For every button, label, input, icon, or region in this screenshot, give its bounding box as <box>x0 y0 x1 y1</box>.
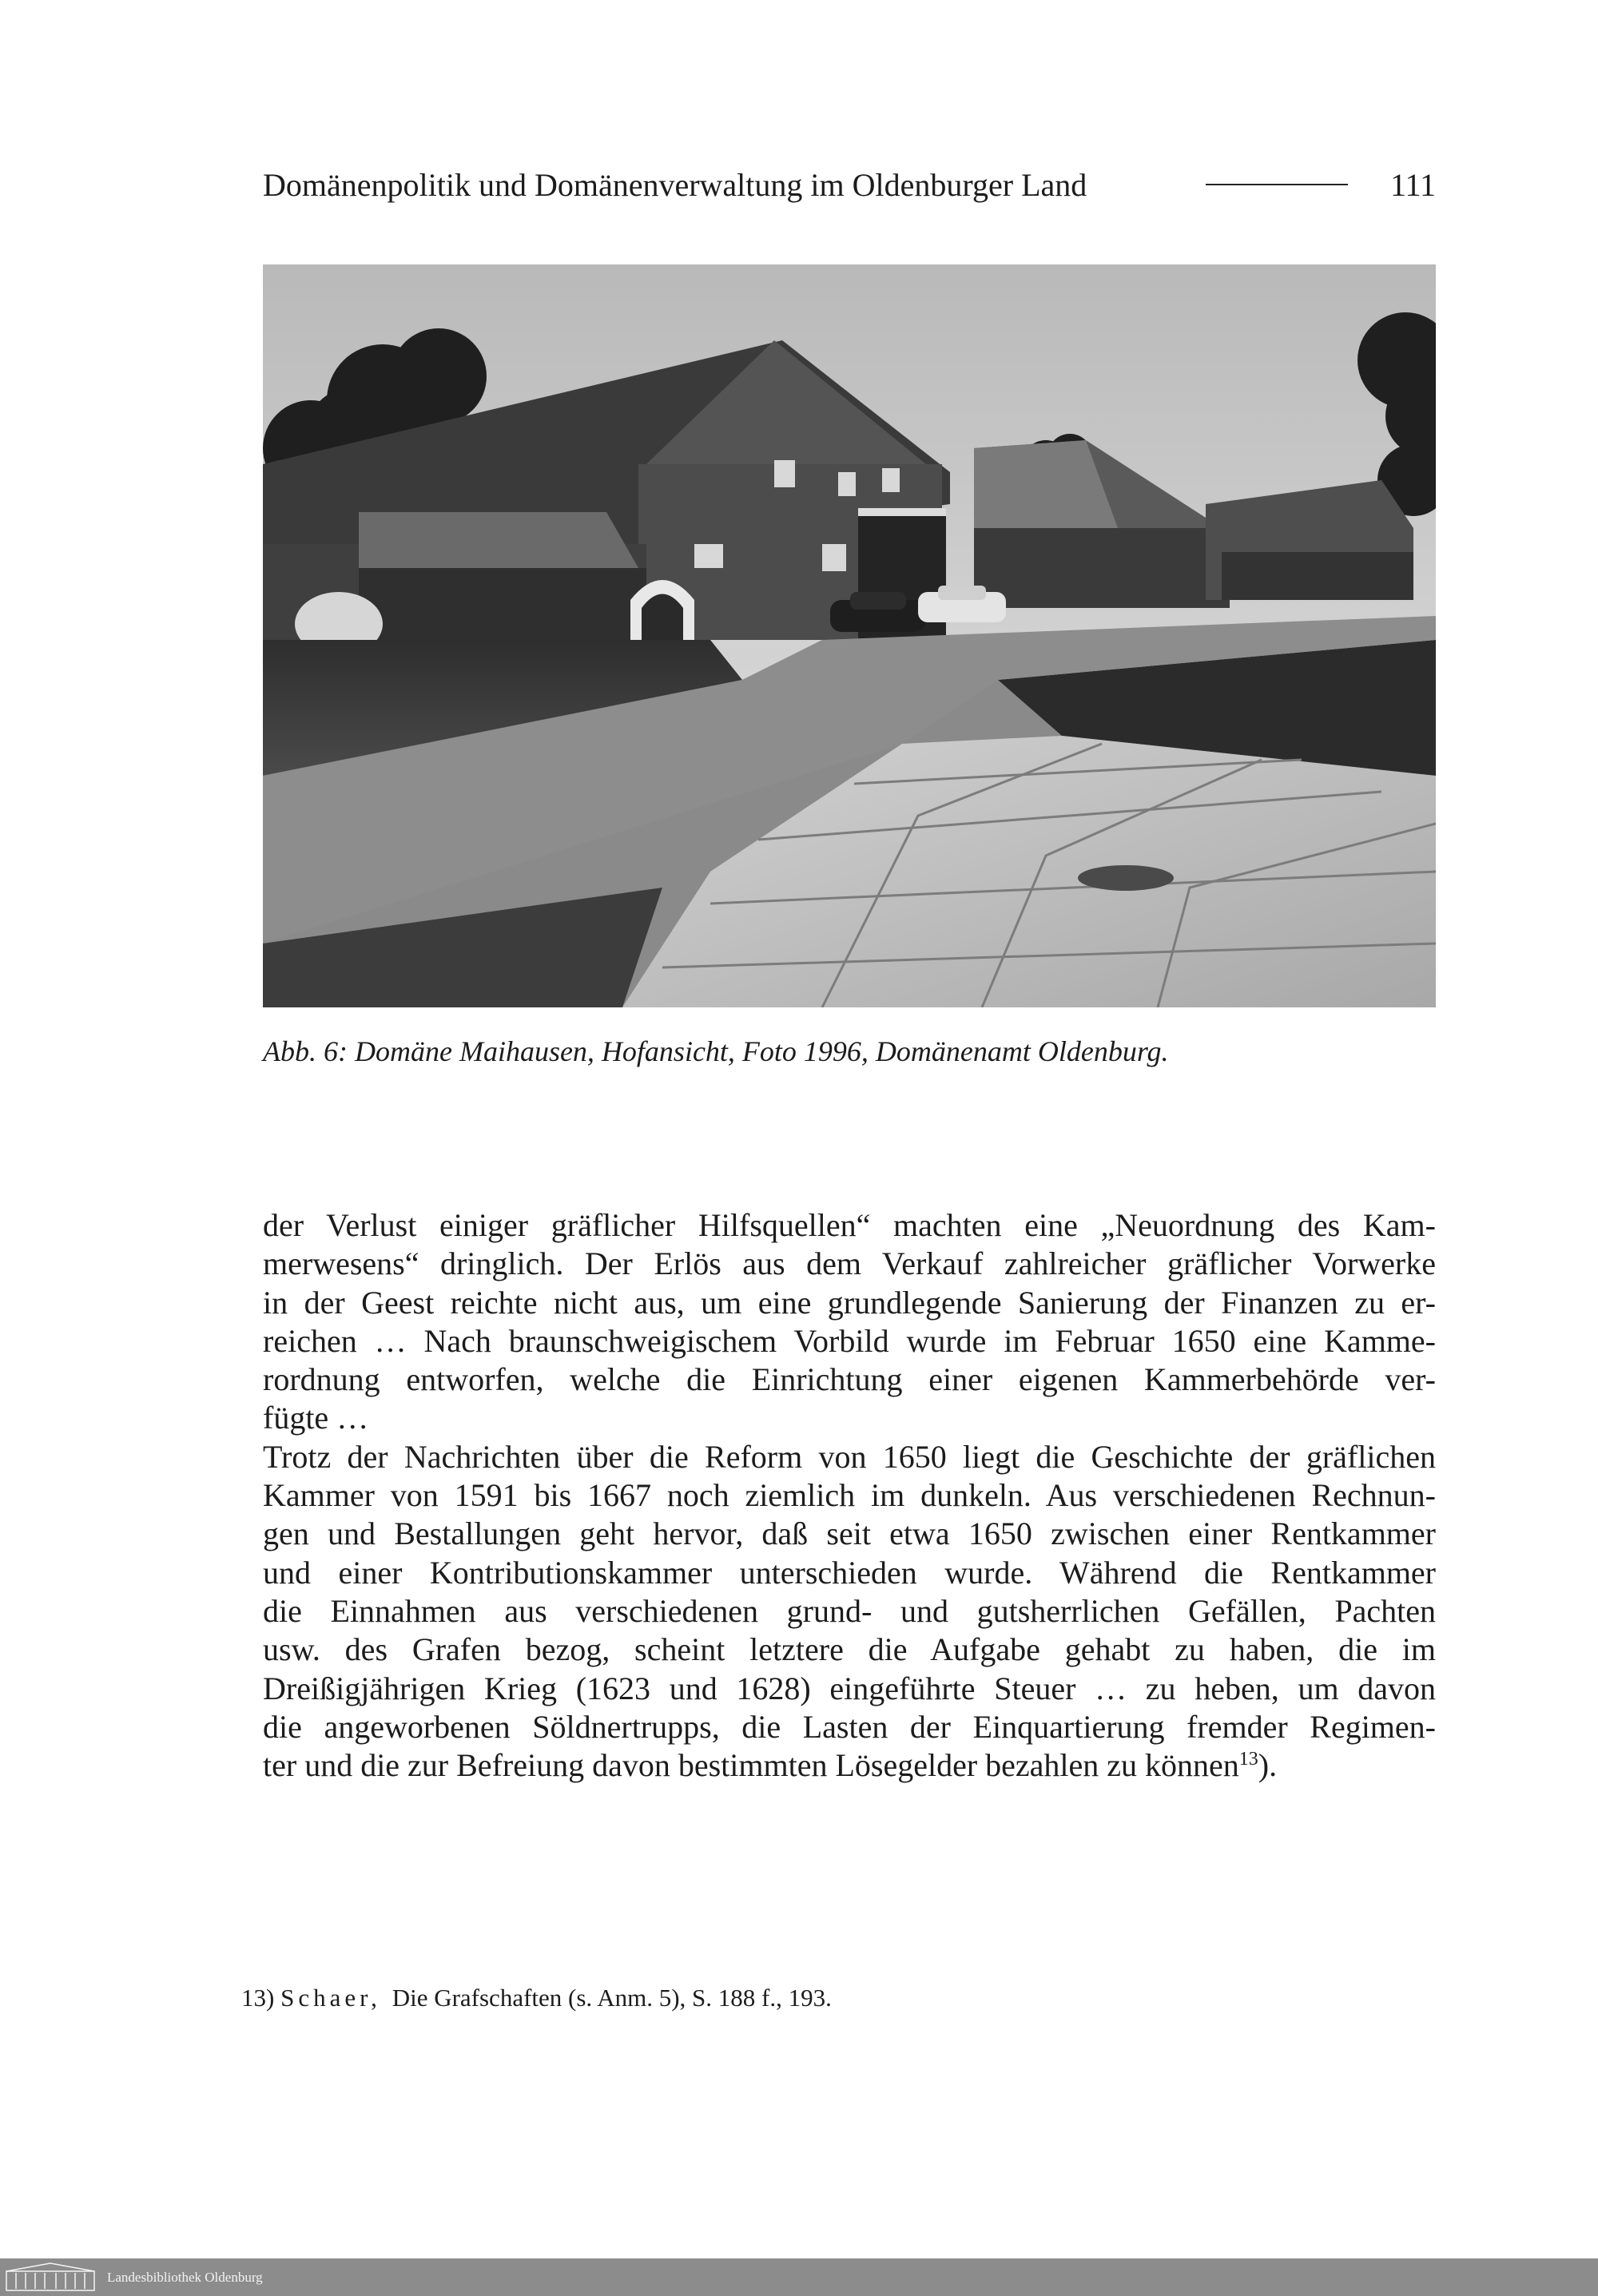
farm-courtyard-photo <box>263 264 1436 1007</box>
body-line: die Einnahmen aus verschiedenen grund- und gutsherrlichen Gefällen, Pachten <box>263 1592 1436 1629</box>
library-footer-bar <box>0 2258 1598 2296</box>
body-line: die angeworbenen Söldnertrupps, die Lasten der Einquartierung fremder Regimen- <box>263 1708 1436 1745</box>
body-last-line-text: ter und die zur Befreiung davon bestimmten Lösegelder bezahlen zu können <box>263 1747 1239 1784</box>
footnote-text: Die Grafschaften (s. Anm. 5), S. 188 f., 193. <box>392 1984 832 2012</box>
page-number: 111 <box>1389 167 1436 203</box>
body-line: reichen … Nach braunschweigischem Vorbild wurde im Februar 1650 eine Kamme- <box>263 1322 1436 1359</box>
library-building-icon <box>5 2262 96 2292</box>
body-line: der Verlust einiger gräflicher Hilfsquellen“ machten eine „Neuordnung des Kam- <box>263 1207 1436 1243</box>
body-line: gen und Bestallungen geht hervor, daß seit etwa 1650 zwischen einer Rentkammer <box>263 1515 1436 1552</box>
body-line: fügte … <box>263 1400 369 1436</box>
footnote-reference[interactable]: 13 <box>1238 1749 1258 1770</box>
body-text <box>263 1206 1436 1785</box>
body-line: Trotz der Nachrichten über die Reform von 1650 liegt die Geschichte der gräflichen <box>263 1438 1436 1475</box>
body-line: Kammer von 1591 bis 1667 noch ziemlich im dunkeln. Aus verschiedenen Rechnun- <box>263 1477 1436 1514</box>
footnote-author: Schaer, <box>280 1984 381 2012</box>
running-head-rule <box>1206 184 1348 185</box>
running-head-title: Domänenpolitik und Domänenverwaltung im Oldenburger Land <box>263 167 1087 203</box>
running-head <box>263 161 1436 209</box>
body-line: usw. des Grafen bezog, scheint letztere die Aufgabe gehabt zu haben, die im <box>263 1631 1436 1668</box>
body-line: Dreißigjährigen Krieg (1623 und 1628) eingeführte Steuer … zu heben, um davon <box>263 1670 1436 1706</box>
body-line: in der Geest reichte nicht aus, um eine grundlegende Sanierung der Finanzen zu er- <box>263 1284 1436 1321</box>
body-line: und einer Kontributionskammer unterschieden wurde. Während die Rentkammer <box>263 1554 1436 1591</box>
body-line: merwesens“ dringlich. Der Erlös aus dem Verkauf zahlreicher gräflicher Vorwerke <box>263 1245 1436 1282</box>
footnote <box>241 1980 1440 2016</box>
figure-caption: Abb. 6: Domäne Maihausen, Hofansicht, Foto 1996, Domänenamt Oldenburg. <box>263 1035 1169 1067</box>
library-name: Landesbibliothek Oldenburg <box>107 2270 263 2285</box>
footnote-number: 13) <box>241 1984 275 2012</box>
body-line: rordnung entworfen, welche die Einrichtung einer eigenen Kammerbehörde ver- <box>263 1361 1436 1398</box>
body-last-line-end: ). <box>1258 1747 1278 1784</box>
body-last-line <box>263 1746 1436 1785</box>
